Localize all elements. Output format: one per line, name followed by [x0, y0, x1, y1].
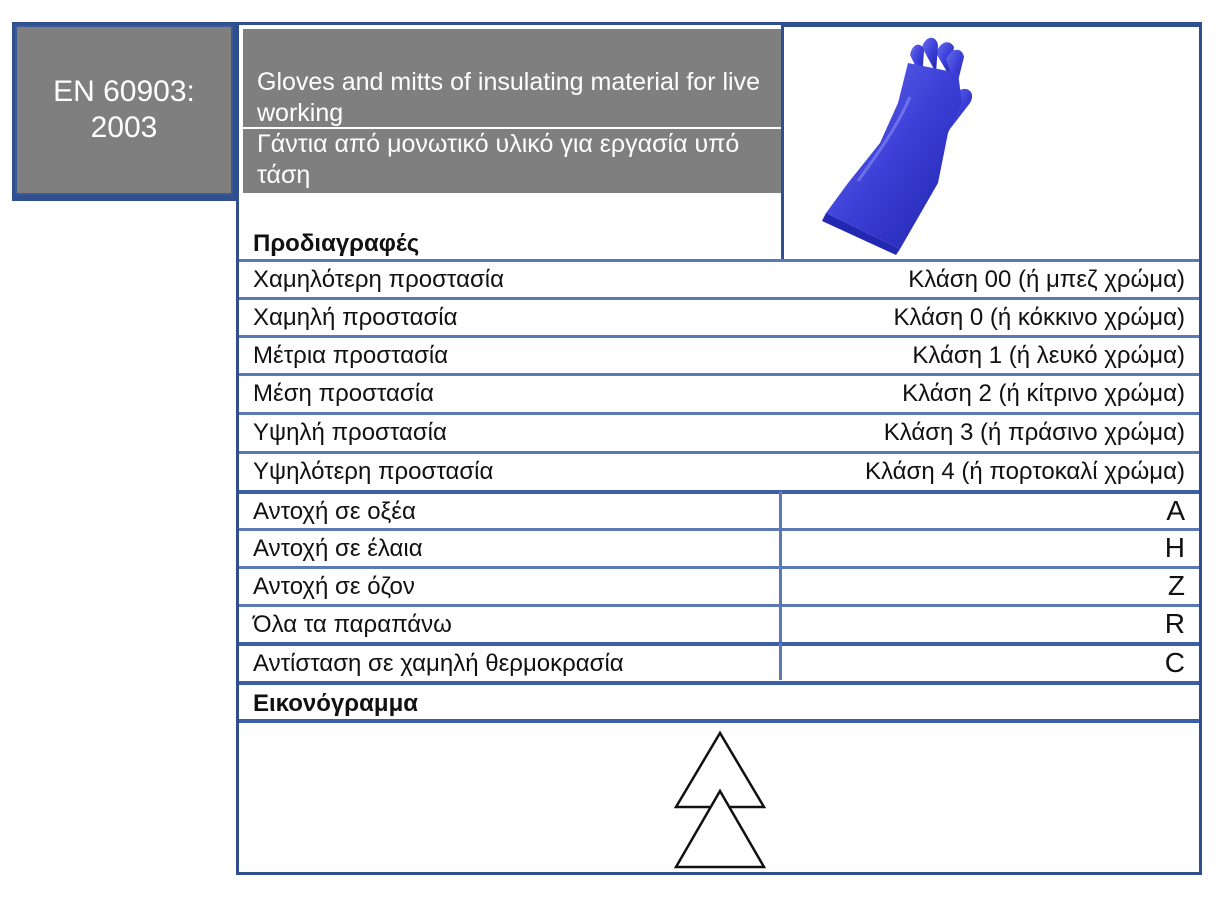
- insulating-glove-image: [818, 33, 978, 255]
- class-value: Κλάση 2 (ή κίτρινο χρώμα): [902, 380, 1185, 407]
- spec-table: [236, 22, 1202, 875]
- class-label: Χαμηλή προστασία: [253, 304, 458, 331]
- property-code: Z: [1167, 570, 1185, 601]
- title-english: Gloves and mitts of insulating material for live working: [257, 68, 760, 127]
- table-row: [239, 528, 1199, 566]
- table-row: [239, 451, 1199, 489]
- class-value: Κλάση 3 (ή πράσινο χρώμα): [883, 419, 1185, 446]
- standard-code-box: [12, 22, 236, 198]
- table-row: [239, 566, 1199, 604]
- property-code: R: [1164, 608, 1185, 639]
- class-label: Χαμηλότερη προστασία: [253, 266, 504, 293]
- specs-heading: Προδιαγραφές: [253, 230, 420, 257]
- class-label: Μέση προστασία: [253, 380, 434, 407]
- table-row: [239, 373, 1199, 411]
- class-value: Κλάση 00 (ή μπεζ χρώμα): [908, 266, 1185, 293]
- pictogram-heading-row: [239, 681, 1199, 719]
- table-row: [239, 604, 1199, 642]
- class-value: Κλάση 4 (ή πορτοκαλί χρώμα): [864, 458, 1185, 485]
- pictogram-area: [239, 719, 1199, 872]
- pictogram-heading: Εικονόγραμμα: [253, 690, 418, 717]
- class-value: Κλάση 1 (ή λευκό χρώμα): [912, 342, 1185, 369]
- property-label: Αντίσταση σε χαμηλή θερμοκρασία: [253, 650, 624, 677]
- property-label: Αντοχή σε όζον: [253, 573, 415, 600]
- property-label: Αντοχή σε έλαια: [253, 535, 423, 562]
- table-row: [239, 259, 1199, 297]
- property-code: A: [1166, 495, 1185, 526]
- table-row: [239, 412, 1199, 450]
- standard-code-line2: 2003: [90, 111, 158, 144]
- table-row: [239, 642, 1199, 680]
- title-box: [243, 29, 781, 193]
- property-code: H: [1164, 532, 1185, 563]
- class-label: Υψηλή προστασία: [253, 419, 447, 446]
- title-greek: Γάντια από μονωτικό υλικό για εργασία υπό τάση: [257, 130, 740, 189]
- class-label: Μέτρια προστασία: [253, 342, 449, 369]
- table-row: [239, 297, 1199, 335]
- table-row: [239, 335, 1199, 373]
- double-triangle-icon: [672, 729, 768, 871]
- standard-code-line1: EN 60903:: [53, 75, 195, 108]
- property-code: C: [1164, 647, 1185, 678]
- property-label: Αντοχή σε οξέα: [253, 498, 416, 525]
- table-row: [239, 490, 1199, 528]
- product-image-cell: [781, 25, 1199, 259]
- property-label: Όλα τα παραπάνω: [253, 611, 452, 638]
- class-label: Υψηλότερη προστασία: [253, 458, 494, 485]
- class-value: Κλάση 0 (ή κόκκινο χρώμα): [893, 304, 1185, 331]
